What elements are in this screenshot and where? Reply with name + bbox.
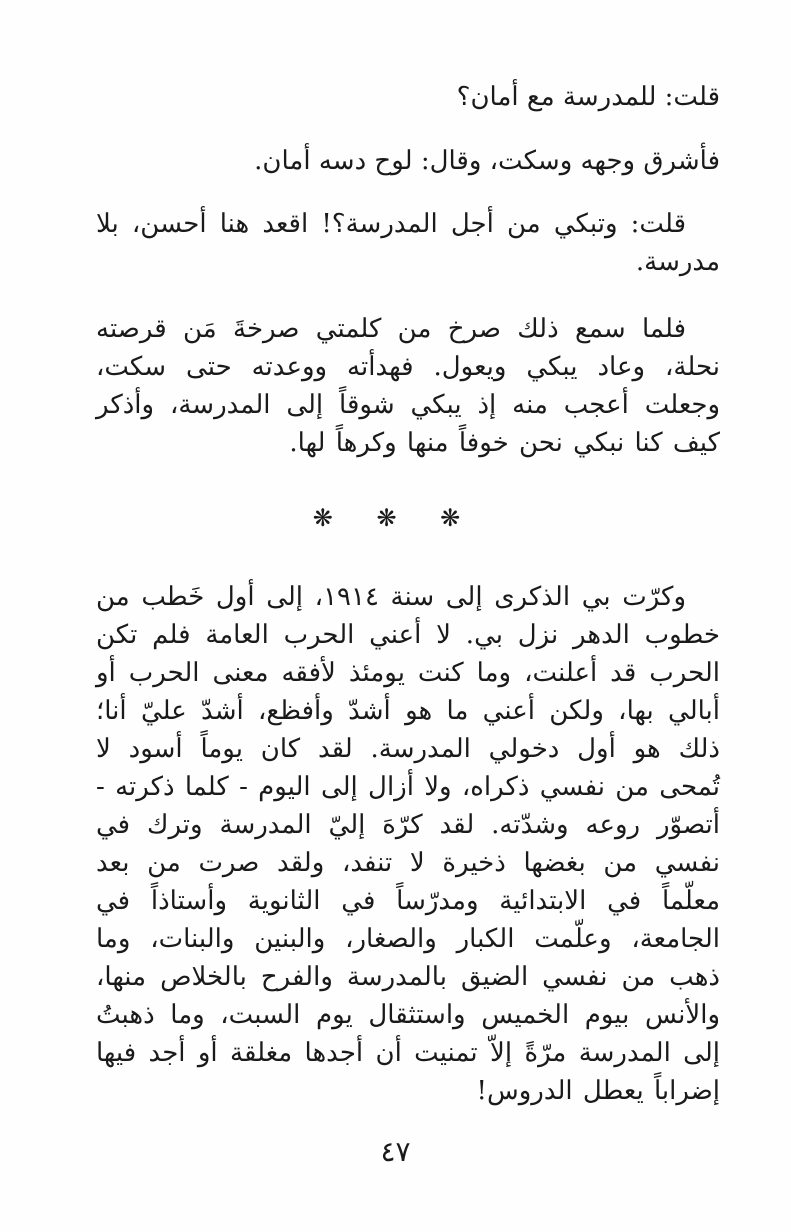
paragraph-2: فأشرق وجهه وسكت، وقال: لوح دسه أمان. — [254, 146, 720, 176]
section-separator: ❋ ❋ ❋ — [312, 504, 479, 532]
paragraph-3-text: قلت: وتبكي من أجل المدرسة؟! اقعد هنا أحسن، بلا مدرسة. — [96, 209, 720, 277]
paragraph-4 — [96, 310, 720, 462]
paragraph-3 — [96, 205, 720, 281]
page-number: ٤٧ — [380, 1135, 411, 1168]
paragraph-4-text: فلما سمع ذلك صرخ من كلمتي صرخةَ مَن قرصته نحلة، وعاد يبكي ويعول. فهدأته ووعدته حتى سكت، وجعلت أعجب منه إذ يبكي شوقاً إلى المدرسة، وأذكر كيف كنا نبكي نحن خوفاً منها وكرهاً لها. — [96, 314, 720, 458]
paragraph-5-text: وكرّت بي الذكرى إلى سنة ١٩١٤، إلى أول خَطب من خطوب الدهر نزل بي. لا أعني الحرب العامة فلم تكن الحرب قد أعلنت، وما كنت يومئذ لأفقه معنى الحرب أو أبالي بها، ولكن أعني ما هو أشدّ وأفظع، أشدّ عليّ أنا؛ ذلك هو أول دخولي المدرسة. لقد كان يوماً أسود لا تُمحى من نفسي ذكراه، ولا أزال إلى اليوم - كلما ذكرته - أتصوّر روعه وشدّته. لقد كرّهَ إليّ المدرسة وترك في نفسي من بغضها ذخيرة لا تنفد، ولقد صرت من بعد معلّماً في الابتدائية ومدرّساً في الثانوية وأستاذاً في الجامعة، وعلّمت الكبار والصغار، والبنين والبنات، وما ذهب من نفسي الضيق بالمدرسة والفرح بالخلاص منها، والأنس بيوم الخميس واستثقال يوم السبت، وما ذهبتُ إلى المدرسة مرّةً إلاّ تمنيت أن أجدها مغلقة أو أجد فيها إضراباً يعطل الدروس! — [96, 582, 720, 1106]
paragraph-1: قلت: للمدرسة مع أمان؟ — [456, 82, 720, 112]
paragraph-5 — [96, 578, 720, 1110]
